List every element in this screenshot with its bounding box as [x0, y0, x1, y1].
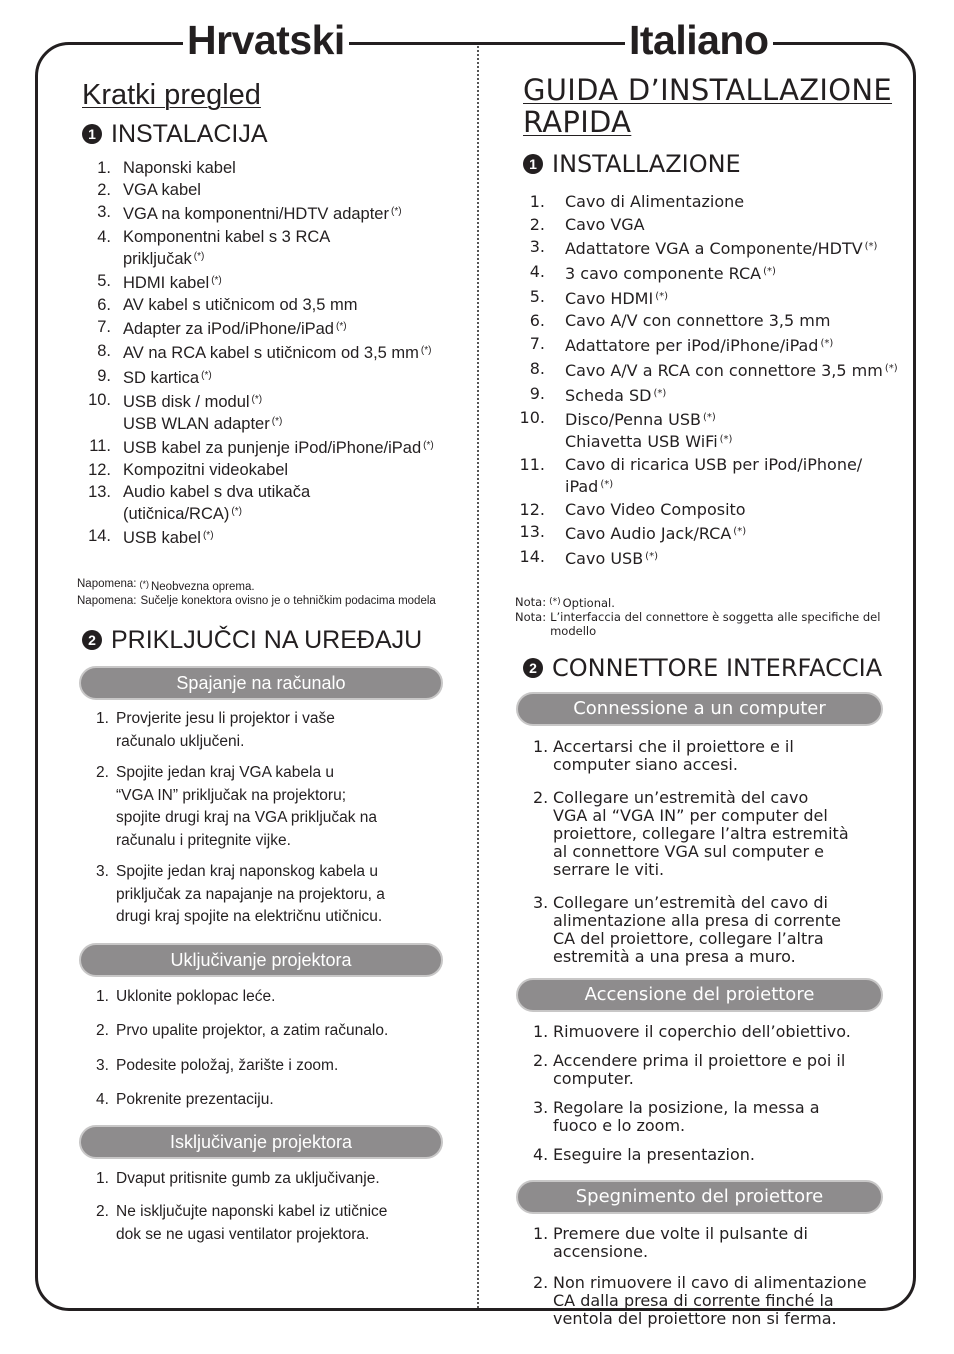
item-text: AV kabel s utičnicom od 3,5 mm [123, 295, 358, 314]
note-text: L’interfaccia del connettore è soggetta alle specifiche del modello [550, 609, 881, 638]
step-number: 3. [96, 863, 109, 881]
step-number: 3. [533, 892, 549, 912]
item-text: USB kabel [123, 529, 201, 548]
subsection-connect-computer: Spajanje na računalo [79, 666, 443, 700]
item-number: 1. [97, 159, 111, 177]
optional-mark: (*) [423, 439, 434, 451]
list-item [515, 192, 917, 212]
list-item [515, 311, 917, 331]
optional-mark: (*) [884, 362, 898, 374]
optional-mark: (*) [139, 579, 149, 590]
list-item [515, 500, 917, 520]
item-text: Cavo di Alimentazione [565, 192, 745, 211]
item-text: Naponski kabel [123, 159, 236, 177]
step-number: 2. [533, 1272, 549, 1292]
list-item [78, 180, 470, 200]
list-item [515, 359, 917, 381]
step-item [96, 986, 470, 1009]
subsection-power-on: Uključivanje projektora [79, 943, 443, 977]
croatian-column [78, 74, 470, 1246]
section-title: INSTALLAZIONE [552, 150, 741, 178]
optional-mark: (*) [600, 478, 614, 490]
item-number: 14. [519, 546, 545, 566]
section-title: PRIKLJUČCI NA UREĐAJU [111, 626, 423, 655]
section-connectors-heading [515, 652, 917, 684]
note-label: Napomena: [77, 578, 137, 591]
item-number: 9. [97, 366, 111, 385]
step-text: Ne isključujte naponski kabel iz utičnice dok se ne ugasi ventilator projektora. [116, 1203, 388, 1243]
notes [77, 577, 470, 608]
section-installation-heading [78, 118, 470, 150]
list-item [515, 215, 917, 235]
power-on-steps-list [78, 986, 470, 1112]
column-divider [477, 46, 479, 1308]
item-text: Disco/Penna USB [565, 410, 702, 430]
item-number: 1. [529, 192, 545, 211]
step-text: Dvaput pritisnite gumb za uključivanje. [116, 1169, 380, 1187]
power-off-steps-list [78, 1168, 470, 1247]
step-item [96, 762, 470, 852]
step-number: 4. [533, 1144, 549, 1164]
item-text: Cavo Video Composito [565, 499, 746, 519]
note-text: Neobvezna oprema. [150, 581, 255, 594]
section-title: CONNETTORE INTERFACCIA [552, 653, 883, 682]
list-item [78, 227, 470, 269]
step-text: Accertarsi che il proiettore e il computer siano accesi. [553, 736, 794, 774]
step-number: 1. [533, 1223, 549, 1243]
step-text: Rimuovere il coperchio dell’obiettivo. [553, 1021, 851, 1041]
optional-mark: (*) [763, 266, 776, 278]
item-text: HDMI kabel [123, 273, 210, 292]
step-number: 2. [96, 1022, 109, 1040]
step-item [533, 1052, 917, 1088]
step-number: 2. [533, 787, 549, 807]
section-number-badge: 1 [82, 124, 102, 144]
item-text: Cavo A/V con connettore 3,5 mm [565, 311, 831, 331]
note-optional [77, 577, 470, 594]
step-text: Premere due volte il pulsante di accensione. [553, 1223, 808, 1261]
item-text: Kompozitni videokabel [123, 461, 289, 480]
optional-mark: (*) [251, 393, 263, 405]
step-number: 1. [533, 736, 549, 756]
step-item [96, 1055, 470, 1078]
note-label: Napomena: [77, 595, 137, 608]
item-text: SD kartica [123, 368, 200, 387]
item-text: Adapter za iPod/iPhone/iPad [123, 320, 334, 339]
item-number: 8. [97, 342, 111, 361]
section-number-badge: 2 [523, 658, 543, 678]
optional-mark: (*) [703, 412, 716, 424]
list-item [515, 455, 917, 497]
optional-mark: (*) [202, 530, 214, 542]
step-number: 4. [96, 1091, 109, 1109]
step-number: 1. [96, 1169, 109, 1187]
subsection-power-off: Isključivanje projektora [79, 1125, 443, 1159]
optional-mark: (*) [390, 206, 402, 218]
step-text: Pokrenite prezentaciju. [116, 1091, 274, 1109]
step-item [533, 738, 917, 774]
item-text: Cavo VGA [565, 214, 645, 234]
optional-mark: (*) [549, 596, 561, 607]
step-text: Spojite jedan kraj naponskog kabela u priključak za napajanje na projektoru, a drugi kraj spojite na električnu utičnicu. [116, 863, 385, 926]
section-connectors-heading [78, 624, 470, 656]
item-number: 4. [529, 262, 545, 282]
note-text: Sučelje konektora ovisno je o tehničkim podacima modela [140, 595, 436, 608]
item-text: Cavo HDMI [565, 288, 654, 308]
optional-mark: (*) [655, 290, 669, 302]
step-text: Spojite jedan kraj VGA kabela u “VGA IN” priključak na projektoru; spojite drugi kraj na VGA priključak na računalu i pritegnite vijke. [116, 764, 378, 849]
power-on-steps-list [515, 1023, 917, 1164]
item-text: AV na RCA kabel s utičnicom od 3,5 mm [123, 344, 419, 363]
item-text: Adattatore VGA a Componente/HDTV [565, 239, 863, 259]
item-number: 10. [519, 408, 545, 428]
optional-mark: (*) [653, 387, 667, 399]
list-item [515, 384, 917, 406]
notes [515, 595, 917, 638]
item-text: Komponentni kabel s 3 RCA priključak [123, 227, 331, 268]
guide-title: Kratki pregled [82, 79, 261, 111]
item-number: 5. [97, 271, 111, 290]
subsection-power-off: Spegnimento del proiettore [516, 1180, 883, 1214]
list-item [515, 262, 917, 284]
list-item [515, 287, 917, 309]
list-item [515, 408, 917, 452]
item-number: 11. [89, 436, 111, 455]
list-item [78, 436, 470, 458]
optional-mark: (*) [211, 274, 222, 286]
italian-column [515, 74, 917, 1328]
step-item [96, 1201, 470, 1246]
item-text: Scheda SD [565, 385, 652, 405]
step-text: Uklonite poklopac leće. [116, 987, 276, 1005]
step-number: 3. [96, 1056, 109, 1074]
note-optional [515, 595, 917, 610]
guide-title: GUIDA D’INSTALLAZIONE RAPIDA [523, 73, 893, 139]
step-text: Regolare la posizione, la messa a fuoco e lo zoom. [553, 1097, 820, 1135]
item-number: 7. [97, 318, 111, 337]
optional-mark: (*) [645, 550, 658, 562]
list-item [78, 366, 470, 388]
step-item [533, 1225, 917, 1261]
item-text: Cavo A/V a RCA con connettore 3,5 mm [565, 360, 883, 380]
item-number: 5. [529, 286, 545, 306]
step-number: 2. [533, 1050, 549, 1070]
step-item [533, 1099, 917, 1135]
item-number: 3. [529, 237, 545, 257]
section-number-badge: 2 [82, 630, 102, 650]
step-item [96, 861, 470, 929]
item-text: USB WLAN adapter [123, 414, 270, 433]
item-number: 6. [529, 311, 545, 331]
item-number: 3. [97, 203, 111, 222]
step-number: 1. [96, 710, 109, 728]
item-text: Chiavetta USB WiFi [565, 432, 718, 452]
step-text: Collegare un’estremità del cavo di alimentazione alla presa di corrente CA del proiettore, collegare l’altra estremità a una presa a muro. [553, 892, 841, 966]
step-text: Non rimuovere il cavo di alimentazione CA dalla presa di corrente finché la ventola del proiettore non si ferma. [553, 1272, 867, 1328]
list-item [515, 522, 917, 544]
step-item [96, 1020, 470, 1043]
step-text: Collegare un’estremità del cavo VGA al “VGA IN” per computer del proiettore, collegare l’altra estremità al connettore VGA sul computer e serrare le viti. [553, 787, 849, 879]
list-item [78, 317, 470, 339]
step-number: 2. [96, 764, 109, 782]
step-item [96, 708, 470, 753]
optional-mark: (*) [820, 338, 834, 350]
note-text: Optional. [562, 595, 615, 610]
step-item [96, 1089, 470, 1112]
subsection-power-on: Accensione del proiettore [516, 978, 883, 1012]
item-number: 9. [529, 383, 545, 403]
step-item [96, 1168, 470, 1191]
list-item [78, 460, 470, 480]
step-text: Prvo upalite projektor, a zatim računalo. [116, 1022, 389, 1040]
item-text: VGA na komponentni/HDTV adapter [123, 205, 389, 224]
list-item [78, 158, 470, 178]
item-number: 4. [97, 227, 111, 246]
item-number: 2. [529, 214, 545, 234]
list-item [78, 202, 470, 224]
step-item [533, 1274, 917, 1328]
list-item [515, 237, 917, 259]
note-interface [515, 610, 917, 638]
note-label: Nota: [515, 609, 547, 624]
step-number: 3. [533, 1097, 549, 1117]
step-text: Podesite položaj, žarište i zoom. [116, 1056, 339, 1074]
subsection-connect-computer: Connessione a un computer [516, 692, 883, 726]
power-off-steps-list [515, 1225, 917, 1328]
item-text: Cavo Audio Jack/RCA [565, 524, 732, 544]
section-number-badge: 1 [523, 154, 543, 174]
item-text: Cavo di ricarica USB per iPod/iPhone/ iPad [565, 454, 863, 496]
list-item [78, 295, 470, 315]
step-text: Accendere prima il proiettore e poi il computer. [553, 1050, 846, 1088]
package-contents-list [78, 158, 470, 548]
item-number: 13. [519, 522, 545, 542]
connect-steps-list [78, 708, 470, 929]
section-title: INSTALACIJA [111, 120, 268, 148]
item-number: 12. [88, 461, 111, 480]
step-number: 1. [533, 1021, 549, 1041]
item-text: Adattatore per iPod/iPhone/iPad [565, 336, 819, 356]
language-title-italian: Italiano [625, 16, 773, 64]
step-item [533, 1023, 917, 1041]
package-contents-list [515, 192, 917, 569]
optional-mark: (*) [420, 345, 432, 357]
item-number: 11. [519, 454, 545, 474]
note-label: Nota: [515, 594, 547, 609]
item-text: Audio kabel s dva utikača (utičnica/RCA) [123, 483, 311, 524]
step-number: 1. [96, 987, 109, 1005]
item-text: USB disk / modul [123, 392, 250, 411]
item-number: 14. [88, 527, 111, 546]
step-number: 2. [96, 1203, 109, 1221]
optional-mark: (*) [719, 434, 733, 446]
list-item [515, 334, 917, 356]
step-item [533, 789, 917, 879]
item-text: VGA kabel [123, 181, 201, 200]
connect-steps-list [515, 738, 917, 966]
item-text: 3 cavo componente RCA [565, 264, 762, 284]
language-title-croatian: Hrvatski [183, 16, 349, 64]
list-item [78, 271, 470, 293]
step-item [533, 1146, 917, 1164]
list-item [78, 526, 470, 548]
item-number: 8. [529, 358, 545, 378]
optional-mark: (*) [335, 321, 347, 333]
step-item [533, 894, 917, 966]
optional-mark: (*) [733, 526, 747, 538]
optional-mark: (*) [271, 415, 283, 427]
list-item [78, 390, 470, 434]
item-number: 13. [88, 483, 111, 502]
item-number: 12. [519, 499, 545, 519]
optional-mark: (*) [864, 241, 878, 253]
item-number: 2. [97, 181, 111, 200]
item-number: 10. [88, 390, 111, 409]
optional-mark: (*) [231, 506, 242, 518]
list-item [78, 341, 470, 363]
step-text: Eseguire la presentazion. [553, 1144, 756, 1164]
item-number: 7. [529, 334, 545, 354]
item-number: 6. [97, 295, 111, 314]
section-installation-heading [515, 148, 917, 180]
item-text: USB kabel za punjenje iPod/iPhone/iPad [123, 438, 422, 457]
step-text: Provjerite jesu li projektor i vaše računalo uključeni. [116, 710, 335, 750]
note-interface [77, 594, 470, 608]
item-text: Cavo USB [565, 548, 644, 568]
list-item [78, 482, 470, 524]
optional-mark: (*) [201, 369, 212, 381]
optional-mark: (*) [193, 250, 205, 262]
list-item [515, 547, 917, 569]
